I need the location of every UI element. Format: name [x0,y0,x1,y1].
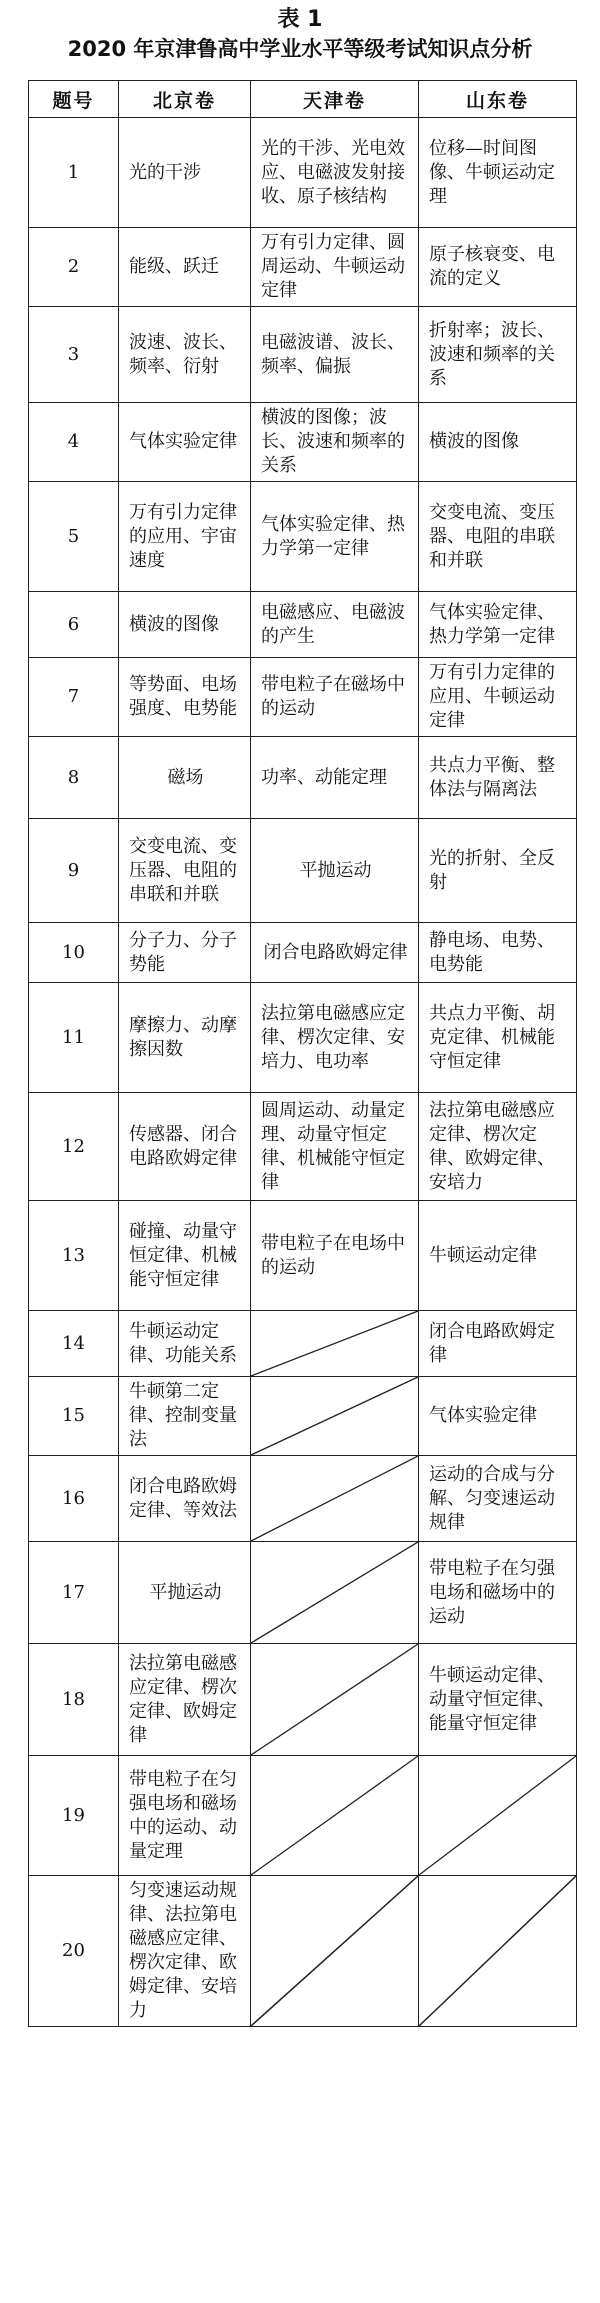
header-tianjin: 天津卷 [251,81,419,118]
table-row [29,1311,577,1377]
tianjin-cell: 光的干涉、光电效应、电磁波发射接收、原子核结构 [251,118,419,228]
shandong-cell: 交变电流、变压器、电阻的串联和并联 [419,482,577,592]
diagonal-line [251,1542,418,1643]
beijing-cell: 万有引力定律的应用、宇宙速度 [119,482,251,592]
table-row [29,737,577,819]
tianjin-empty-cell [251,1876,419,2027]
table-row [29,403,577,482]
table-row [29,1377,577,1456]
diagonal-slash [251,1311,418,1376]
table-row [29,592,577,658]
tianjin-cell: 闭合电路欧姆定律 [251,923,419,983]
shandong-cell: 牛顿运动定律、动量守恒定律、能量守恒定律 [419,1644,577,1756]
diagonal-slash [251,1876,418,2026]
question-number: 17 [29,1542,119,1644]
question-number: 5 [29,482,119,592]
question-number: 4 [29,403,119,482]
shandong-cell: 牛顿运动定律 [419,1201,577,1311]
shandong-cell: 气体实验定律 [419,1377,577,1456]
table-row [29,1756,577,1876]
question-number: 9 [29,819,119,923]
question-number: 12 [29,1093,119,1201]
beijing-cell: 波速、波长、频率、衍射 [119,307,251,403]
tianjin-empty-cell [251,1377,419,1456]
table-row [29,819,577,923]
table-row [29,1644,577,1756]
tianjin-cell: 电磁波谱、波长、频率、偏振 [251,307,419,403]
shandong-cell: 共点力平衡、整体法与隔离法 [419,737,577,819]
shandong-cell: 光的折射、全反射 [419,819,577,923]
diagonal-slash [419,1756,576,1875]
beijing-cell: 法拉第电磁感应定律、楞次定律、欧姆定律 [119,1644,251,1756]
header-row [29,81,577,118]
shandong-empty-cell [419,1876,577,2027]
tianjin-cell: 横波的图像；波长、波速和频率的关系 [251,403,419,482]
table-row [29,983,577,1093]
diagonal-slash [251,1542,418,1643]
beijing-cell: 传感器、闭合电路欧姆定律 [119,1093,251,1201]
diagonal-slash [251,1456,418,1541]
shandong-cell: 闭合电路欧姆定律 [419,1311,577,1377]
diagonal-line [251,1311,418,1376]
table-row [29,307,577,403]
beijing-cell: 闭合电路欧姆定律、等效法 [119,1456,251,1542]
table-row [29,1201,577,1311]
beijing-cell: 带电粒子在匀强电场和磁场中的运动、动量定理 [119,1756,251,1876]
header-number: 题号 [29,81,119,118]
table-row [29,1093,577,1201]
beijing-cell: 能级、跃迁 [119,228,251,307]
diagonal-slash [419,1876,576,2026]
tianjin-cell: 法拉第电磁感应定律、楞次定律、安培力、电功率 [251,983,419,1093]
beijing-cell: 匀变速运动规律、法拉第电磁感应定律、楞次定律、欧姆定律、安培力 [119,1876,251,2027]
diagonal-line [251,1756,418,1875]
table-title: 表 1 [277,7,323,32]
tianjin-empty-cell [251,1456,419,1542]
diagonal-slash [251,1377,418,1455]
shandong-cell: 静电场、电势、电势能 [419,923,577,983]
diagonal-slash [251,1644,418,1755]
question-number: 6 [29,592,119,658]
header-beijing: 北京卷 [119,81,251,118]
diagonal-line [251,1644,418,1755]
question-number: 19 [29,1756,119,1876]
table-row [29,118,577,228]
question-number: 13 [29,1201,119,1311]
question-number: 2 [29,228,119,307]
tianjin-cell: 带电粒子在电场中的运动 [251,1201,419,1311]
tianjin-empty-cell [251,1756,419,1876]
question-number: 18 [29,1644,119,1756]
table-row [29,1542,577,1644]
beijing-cell: 磁场 [119,737,251,819]
beijing-cell: 等势面、电场强度、电势能 [119,658,251,737]
question-number: 11 [29,983,119,1093]
beijing-cell: 摩擦力、动摩擦因数 [119,983,251,1093]
tianjin-cell: 圆周运动、动量定理、动量守恒定律、机械能守恒定律 [251,1093,419,1201]
table-row [29,228,577,307]
beijing-cell: 牛顿运动定律、功能关系 [119,1311,251,1377]
table-row [29,482,577,592]
tianjin-cell: 电磁感应、电磁波的产生 [251,592,419,658]
table-subtitle: 2020 年京津鲁高中学业水平等级考试知识点分析 [67,37,533,61]
tianjin-cell: 带电粒子在磁场中的运动 [251,658,419,737]
question-number: 7 [29,658,119,737]
beijing-cell: 横波的图像 [119,592,251,658]
beijing-cell: 牛顿第二定律、控制变量法 [119,1377,251,1456]
diagonal-line [419,1756,576,1875]
question-number: 3 [29,307,119,403]
question-number: 10 [29,923,119,983]
table-row [29,1876,577,2027]
question-number: 15 [29,1377,119,1456]
shandong-cell: 法拉第电磁感应定律、楞次定律、欧姆定律、安培力 [419,1093,577,1201]
shandong-cell: 原子核衰变、电流的定义 [419,228,577,307]
shandong-empty-cell [419,1756,577,1876]
tianjin-empty-cell [251,1644,419,1756]
tianjin-cell: 万有引力定律、圆周运动、牛顿运动定律 [251,228,419,307]
beijing-cell: 分子力、分子势能 [119,923,251,983]
beijing-cell: 光的干涉 [119,118,251,228]
question-number: 8 [29,737,119,819]
shandong-cell: 气体实验定律、热力学第一定律 [419,592,577,658]
beijing-cell: 气体实验定律 [119,403,251,482]
shandong-cell: 横波的图像 [419,403,577,482]
tianjin-empty-cell [251,1311,419,1377]
shandong-cell: 万有引力定律的应用、牛顿运动定律 [419,658,577,737]
table-row [29,1456,577,1542]
tianjin-cell: 气体实验定律、热力学第一定律 [251,482,419,592]
table-row [29,923,577,983]
table-row [29,658,577,737]
question-number: 16 [29,1456,119,1542]
tianjin-empty-cell [251,1542,419,1644]
question-number: 14 [29,1311,119,1377]
diagonal-line [251,1876,418,2026]
shandong-cell: 共点力平衡、胡克定律、机械能守恒定律 [419,983,577,1093]
beijing-cell: 碰撞、动量守恒定律、机械能守恒定律 [119,1201,251,1311]
diagonal-slash [251,1756,418,1875]
shandong-cell: 带电粒子在匀强电场和磁场中的运动 [419,1542,577,1644]
question-number: 1 [29,118,119,228]
question-number: 20 [29,1876,119,2027]
header-shandong: 山东卷 [419,81,577,118]
beijing-cell: 平抛运动 [119,1542,251,1644]
diagonal-line [419,1876,576,2026]
tianjin-cell: 功率、动能定理 [251,737,419,819]
tianjin-cell: 平抛运动 [251,819,419,923]
title-block [0,0,600,64]
beijing-cell: 交变电流、变压器、电阻的串联和并联 [119,819,251,923]
shandong-cell: 位移—时间图像、牛顿运动定理 [419,118,577,228]
shandong-cell: 折射率；波长、波速和频率的关系 [419,307,577,403]
diagonal-line [251,1456,418,1541]
shandong-cell: 运动的合成与分解、匀变速运动规律 [419,1456,577,1542]
diagonal-line [251,1377,418,1455]
knowledge-table [28,80,577,2027]
